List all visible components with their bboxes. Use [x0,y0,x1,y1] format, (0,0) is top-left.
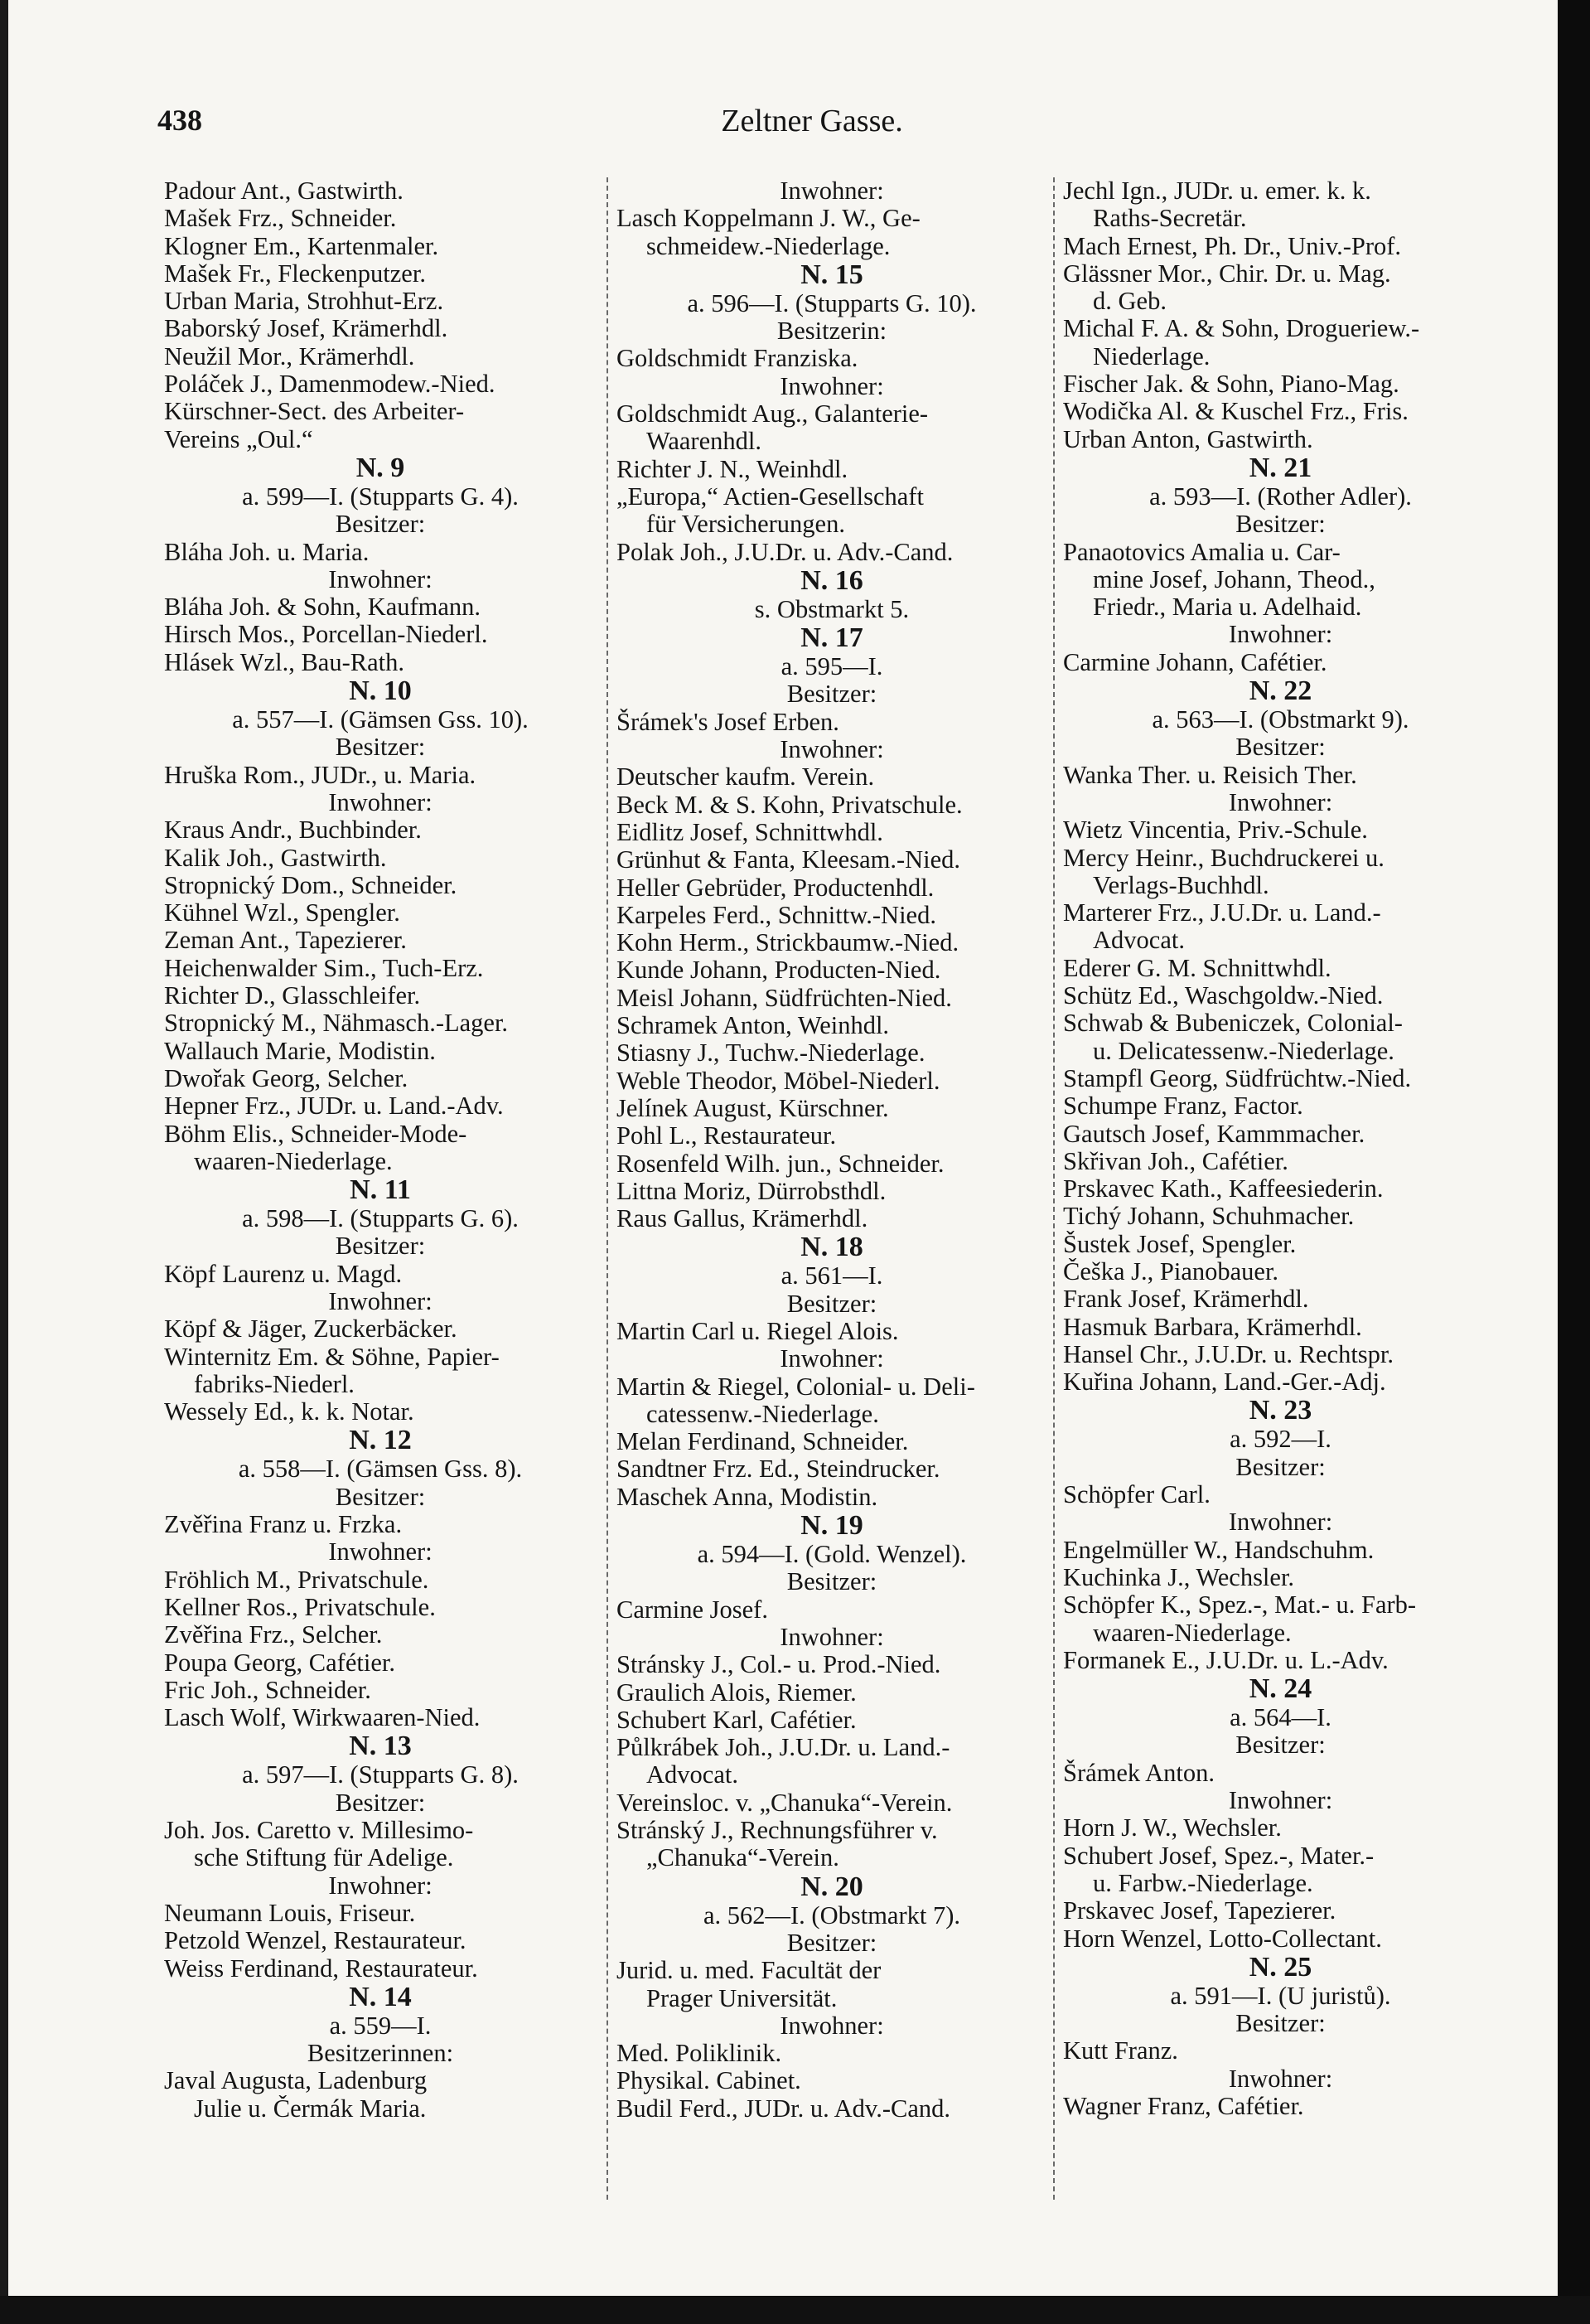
section-label: a. 594—I. (Gold. Wenzel). [697,1541,967,1569]
directory-entry: Schütz Ed., Waschgoldw.-Nied. [1063,982,1384,1010]
directory-entry: Šustek Josef, Spengler. [1063,1230,1297,1258]
house-number-heading: N. 11 [350,1175,411,1206]
section-label: a. 591—I. (U juristů). [1170,1982,1391,2010]
entry-continuation: u. Farbw.-Niederlage. [1093,1869,1313,1897]
directory-entry: Schumpe Franz, Factor. [1063,1092,1303,1121]
entry-continuation: Prager Universität. [646,1984,838,2012]
section-label: Besitzer: [335,1483,426,1511]
directory-entry: Padour Ant., Gastwirth. [164,177,404,205]
directory-entry: Urban Anton, Gastwirth. [1063,425,1313,453]
directory-entry: Köpf & Jäger, Zuckerbäcker. [164,1315,457,1344]
directory-entry: Pohl L., Restaurateur. [616,1122,837,1150]
directory-entry: Littna Moriz, Dürrobsthdl. [616,1177,887,1205]
section-label: Inwohner: [780,2012,884,2040]
directory-entry: Schramek Anton, Weinhdl. [616,1012,890,1040]
section-label: Inwohner: [780,1623,884,1651]
directory-entry: Meisl Johann, Südfrüchten-Nied. [616,984,952,1012]
directory-entry: Stiasny J., Tuchw.-Niederlage. [616,1039,925,1068]
directory-entry: Mach Ernest, Ph. Dr., Univ.-Prof. [1063,232,1402,260]
directory-entry: Hepner Frz., JUDr. u. Land.-Adv. [164,1092,504,1121]
directory-entry: Deutscher kaufm. Verein. [616,763,875,792]
house-number-heading: N. 23 [1249,1396,1312,1426]
scan-border-left [0,0,8,2324]
directory-entry: Stropnický M., Nähmasch.-Lager. [164,1009,509,1038]
entry-continuation: „Chanuka“-Verein. [646,1844,839,1872]
entry-continuation: Verlags-Buchhdl. [1093,871,1269,899]
entry-continuation: waaren-Niederlage. [194,1147,393,1175]
directory-entry: Neumann Louis, Friseur. [164,1899,416,1927]
directory-entry: Schubert Karl, Cafétier. [616,1706,857,1734]
section-label: Besitzer: [1235,1731,1326,1760]
section-label: a. 596—I. (Stupparts G. 10). [687,289,977,317]
entry-continuation: Advocat. [1093,927,1185,955]
directory-entry: Joh. Jos. Caretto v. Millesimo- [164,1817,474,1845]
directory-entry: Polak Joh., J.U.Dr. u. Adv.-Cand. [616,538,954,566]
directory-entry: Kunde Johann, Producten-Nied. [616,956,941,985]
directory-entry: Bláha Joh. u. Maria. [164,538,370,566]
entry-continuation: mine Josef, Johann, Theod., [1093,565,1375,593]
entry-continuation: Friedr., Maria u. Adelhaid. [1093,593,1362,622]
directory-entry: Mašek Frz., Schneider. [164,205,397,233]
house-number-heading: N. 17 [800,623,863,654]
directory-entry: Prskavec Kath., Kaffeesiederin. [1063,1175,1384,1203]
directory-entry: Prskavec Josef, Tapezierer. [1063,1897,1336,1925]
directory-entry: Dwořak Georg, Selcher. [164,1064,408,1092]
section-label: Inwohner: [1228,788,1333,816]
directory-entry: Baborský Josef, Krämerhdl. [164,315,448,343]
entry-continuation: für Versicherungen. [646,511,845,539]
section-label: s. Obstmarkt 5. [754,595,910,623]
directory-column-1 [164,177,597,2123]
directory-entry: Graulich Alois, Riemer. [616,1678,857,1707]
directory-entry: Kalik Joh., Gastwirth. [164,844,387,872]
directory-entry: Petzold Wenzel, Restaurateur. [164,1927,466,1955]
section-label: Besitzer: [335,734,426,762]
column-divider [1053,177,1055,2200]
section-label: a. 564—I. [1230,1704,1331,1732]
entry-continuation: Niederlage. [1093,342,1211,370]
section-label: Besitzerin: [776,317,887,346]
directory-entry: Hruška Rom., JUDr., u. Maria. [164,761,476,789]
section-label: Inwohner: [780,736,884,764]
directory-entry: Horn Wenzel, Lotto-Collectant. [1063,1925,1382,1953]
directory-entry: Weiss Ferdinand, Restaurateur. [164,1954,478,1983]
house-number-heading: N. 18 [800,1232,863,1263]
house-number-heading: N. 22 [1249,676,1312,707]
entry-continuation: d. Geb. [1093,288,1167,316]
section-label: Inwohner: [328,1538,433,1566]
directory-entry: Richter J. N., Weinhdl. [616,455,848,483]
directory-entry: Vereins „Oul.“ [164,425,313,453]
directory-entry: Physikal. Cabinet. [616,2067,801,2095]
directory-entry: Fric Joh., Schneider. [164,1676,371,1704]
directory-entry: Budil Ferd., JUDr. u. Adv.-Cand. [616,2094,950,2123]
house-number-heading: N. 24 [1249,1674,1312,1705]
directory-entry: Schöpfer K., Spez.-, Mat.- u. Farb- [1063,1591,1417,1620]
directory-entry: Neužil Mor., Krämerhdl. [164,342,415,370]
directory-entry: Ederer G. M. Schnittwhdl. [1063,954,1331,982]
directory-entry: Kohn Herm., Strickbaumw.-Nied. [616,929,959,957]
entry-continuation: catessenw.-Niederlage. [646,1400,879,1428]
house-number-heading: N. 10 [349,676,412,707]
directory-entry: Hansel Chr., J.U.Dr. u. Rechtspr. [1063,1340,1394,1368]
directory-entry: Wagner Franz, Cafétier. [1063,2093,1304,2120]
running-title: Zeltner Gasse. [721,104,903,138]
directory-entry: Wessely Ed., k. k. Notar. [164,1398,414,1426]
scan-border-right [1558,0,1590,2324]
directory-entry: Kuchinka J., Wechsler. [1063,1563,1295,1591]
section-label: Besitzer: [335,1232,426,1261]
section-label: Besitzer: [1235,734,1326,762]
directory-entry: Kuřina Johann, Land.-Ger.-Adj. [1063,1368,1386,1397]
section-label: Besitzer: [1235,511,1326,539]
directory-entry: Wallauch Marie, Modistin. [164,1037,436,1065]
directory-entry: Bláha Joh. & Sohn, Kaufmann. [164,593,481,622]
directory-entry: Jechl Ign., JUDr. u. emer. k. k. [1063,177,1371,205]
entry-continuation: waaren-Niederlage. [1093,1619,1292,1647]
directory-column-3 [1063,177,1498,2120]
section-label: a. 599—I. (Stupparts G. 4). [242,482,519,511]
section-label: Inwohner: [1228,1787,1333,1815]
section-label: Besitzer: [786,680,877,709]
directory-entry: Fröhlich M., Privatschule. [164,1566,429,1594]
directory-entry: Formanek E., J.U.Dr. u. L.-Adv. [1063,1646,1389,1674]
directory-entry: Stampfl Georg, Südfrüchtw.-Nied. [1063,1064,1412,1092]
section-label: a. 563—I. (Obstmarkt 9). [1152,706,1409,734]
directory-entry: Poláček J., Damenmodew.-Nied. [164,370,495,399]
directory-column-2 [616,177,1047,2123]
entry-continuation: Raths-Secretär. [1093,205,1247,233]
directory-entry: Schwab & Bubeniczek, Colonial- [1063,1009,1403,1038]
directory-entry: Köpf Laurenz u. Magd. [164,1260,403,1288]
section-label: Inwohner: [328,1871,433,1900]
section-label: Inwohner: [1228,1508,1333,1537]
section-label: a. 595—I. [781,653,883,681]
directory-entry: Eidlitz Josef, Schnittwhdl. [616,818,883,846]
directory-entry: Tichý Johann, Schuhmacher. [1063,1203,1355,1231]
directory-entry: Šrámek Anton. [1063,1759,1215,1787]
directory-entry: Panaotovics Amalia u. Car- [1063,538,1341,566]
directory-entry: Weble Theodor, Möbel-Niederl. [616,1067,940,1095]
directory-entry: Winternitz Em. & Söhne, Papier- [164,1343,500,1371]
directory-entry: Fischer Jak. & Sohn, Piano-Mag. [1063,370,1399,399]
section-label: a. 557—I. (Gämsen Gss. 10). [232,706,529,734]
directory-entry: Zeman Ant., Tapezierer. [164,927,407,955]
column-divider [607,177,608,2200]
house-number-heading: N. 21 [1249,453,1312,483]
directory-entry: Kraus Andr., Buchbinder. [164,816,422,845]
directory-entry: Půlkrábek Joh., J.U.Dr. u. Land.- [616,1734,950,1762]
section-label: a. 561—I. [781,1262,883,1290]
directory-entry: Engelmüller W., Handschuhm. [1063,1536,1375,1564]
house-number-heading: N. 15 [800,259,863,290]
directory-entry: Böhm Elis., Schneider-Mode- [164,1120,467,1148]
section-label: Inwohner: [1228,621,1333,649]
scan-border-bottom [0,2296,1590,2324]
directory-entry: Glässner Mor., Chir. Dr. u. Mag. [1063,259,1391,288]
directory-entry: Stránsky J., Col.- u. Prod.-Nied. [616,1651,941,1679]
directory-entry: Horn J. W., Wechsler. [1063,1814,1282,1842]
section-label: Inwohner: [780,177,884,205]
directory-entry: Carmine Johann, Cafétier. [1063,648,1327,676]
entry-continuation: sche Stiftung für Adelige. [194,1844,454,1872]
directory-entry: Šrámek's Josef Erben. [616,708,839,736]
section-label: Inwohner: [328,788,433,816]
directory-entry: Sandtner Frz. Ed., Steindrucker. [616,1455,940,1484]
section-label: Besitzer: [1235,1453,1326,1481]
directory-entry: Mašek Fr., Fleckenputzer. [164,259,426,288]
section-label: Besitzer: [786,1568,877,1596]
section-label: Inwohner: [328,565,433,593]
directory-entry: Grünhut & Fanta, Kleesam.-Nied. [616,846,961,874]
section-label: Besitzer: [335,511,426,539]
directory-entry: Urban Maria, Strohhut-Erz. [164,288,444,316]
directory-entry: Vereinsloc. v. „Chanuka“-Verein. [616,1789,953,1817]
directory-entry: Melan Ferdinand, Schneider. [616,1428,909,1456]
entry-continuation: Waarenhdl. [646,428,761,456]
directory-entry: Lasch Koppelmann J. W., Ge- [616,205,921,233]
directory-entry: Raus Gallus, Krämerhdl. [616,1205,868,1233]
entry-continuation: fabriks-Niederl. [194,1370,355,1398]
directory-entry: Mercy Heinr., Buchdruckerei u. [1063,844,1385,872]
directory-entry: Kürschner-Sect. des Arbeiter- [164,398,465,426]
directory-entry: Goldschmidt Aug., Galanterie- [616,400,929,428]
section-label: Inwohner: [328,1287,433,1315]
section-label: a. 559—I. [329,2012,432,2040]
house-number-heading: N. 19 [800,1511,863,1542]
entry-continuation: Advocat. [646,1761,738,1789]
entry-continuation: schmeidew.-Niederlage. [646,232,891,260]
directory-entry: Skřivan Joh., Cafétier. [1063,1147,1288,1175]
section-label: Inwohner: [780,1345,884,1373]
directory-entry: Wanka Ther. u. Reisich Ther. [1063,761,1357,789]
section-label: a. 598—I. (Stupparts G. 6). [242,1205,519,1233]
directory-entry: Schubert Josef, Spez.-, Mater.- [1063,1842,1375,1870]
directory-entry: Hlásek Wzl., Bau-Rath. [164,648,404,676]
directory-entry: Hirsch Mos., Porcellan-Niederl. [164,621,488,649]
section-label: a. 593—I. (Rother Adler). [1149,482,1412,511]
section-label: Inwohner: [1228,2065,1333,2093]
directory-entry: Wietz Vincentia, Priv.-Schule. [1063,816,1368,845]
directory-entry: Wodička Al. & Kuschel Frz., Fris. [1063,398,1409,426]
directory-entry: Goldschmidt Franziska. [616,345,858,373]
section-label: Besitzerinnen: [307,2040,454,2068]
section-label: a. 592—I. [1230,1426,1331,1454]
directory-entry: Schöpfer Carl. [1063,1481,1211,1509]
directory-entry: Martin Carl u. Riegel Alois. [616,1317,899,1345]
directory-entry: Češka J., Pianobauer. [1063,1257,1279,1285]
directory-entry: Martin & Riegel, Colonial- u. Deli- [616,1373,975,1401]
directory-entry: Hasmuk Barbara, Krämerhdl. [1063,1313,1362,1341]
directory-entry: Stropnický Dom., Schneider. [164,871,457,899]
directory-entry: Rosenfeld Wilh. jun., Schneider. [616,1150,945,1178]
directory-entry: Beck M. & S. Kohn, Privatschule. [616,791,963,819]
directory-entry: Maschek Anna, Modistin. [616,1483,878,1511]
directory-entry: Richter D., Glasschleifer. [164,982,421,1010]
house-number-heading: N. 16 [800,565,863,596]
directory-entry: Zvěřina Franz u. Frzka. [164,1511,403,1539]
directory-entry: Poupa Georg, Cafétier. [164,1649,395,1677]
page-header [157,103,1467,144]
section-label: Besitzer: [1235,2010,1326,2038]
directory-entry: „Europa,“ Actien-Gesellschaft [616,482,924,511]
section-label: a. 562—I. (Obstmarkt 7). [703,1901,961,1929]
directory-entry: Marterer Frz., J.U.Dr. u. Land.- [1063,899,1381,927]
section-label: Inwohner: [780,372,884,400]
directory-entry: Klogner Em., Kartenmaler. [164,232,439,260]
directory-entry: Heller Gebrüder, Productenhdl. [616,874,935,902]
directory-entry: Zvěřina Frz., Selcher. [164,1621,383,1649]
house-number-heading: N. 20 [800,1871,863,1902]
entry-continuation: u. Delicatessenw.-Niederlage. [1093,1037,1394,1065]
directory-entry: Michal F. A. & Sohn, Drogueriew.- [1063,315,1420,343]
directory-entry: Lasch Wolf, Wirkwaaren-Nied. [164,1704,481,1732]
directory-entry: Kutt Franz. [1063,2037,1178,2065]
house-number-heading: N. 12 [349,1426,412,1456]
directory-entry: Heichenwalder Sim., Tuch-Erz. [164,954,484,982]
page-number: 438 [157,104,202,137]
section-label: Besitzer: [786,1290,877,1318]
directory-entry: Jurid. u. med. Facultät der [616,1957,882,1985]
section-label: Besitzer: [786,1929,877,1957]
directory-entry: Med. Poliklinik. [616,2040,782,2068]
directory-entry: Stránský J., Rechnungsführer v. [616,1817,938,1845]
house-number-heading: N. 25 [1249,1952,1312,1983]
directory-entry: Frank Josef, Krämerhdl. [1063,1285,1309,1314]
entry-continuation: Julie u. Čermák Maria. [194,2094,427,2123]
directory-entry: Carmine Josef. [616,1595,768,1624]
directory-entry: Karpeles Ferd., Schnittw.-Nied. [616,901,936,929]
directory-entry: Kühnel Wzl., Spengler. [164,899,400,927]
directory-entry: Jelínek August, Kürschner. [616,1094,889,1122]
house-number-heading: N. 13 [349,1731,412,1762]
directory-entry: Gautsch Josef, Kammmacher. [1063,1120,1365,1148]
house-number-heading: N. 14 [349,1982,412,2012]
section-label: a. 558—I. (Gämsen Gss. 8). [238,1455,523,1484]
directory-entry: Kellner Ros., Privatschule. [164,1593,436,1621]
section-label: Besitzer: [335,1789,426,1817]
section-label: a. 597—I. (Stupparts G. 8). [242,1761,519,1789]
directory-entry: Javal Augusta, Ladenburg [164,2067,428,2095]
house-number-heading: N. 9 [355,453,405,483]
